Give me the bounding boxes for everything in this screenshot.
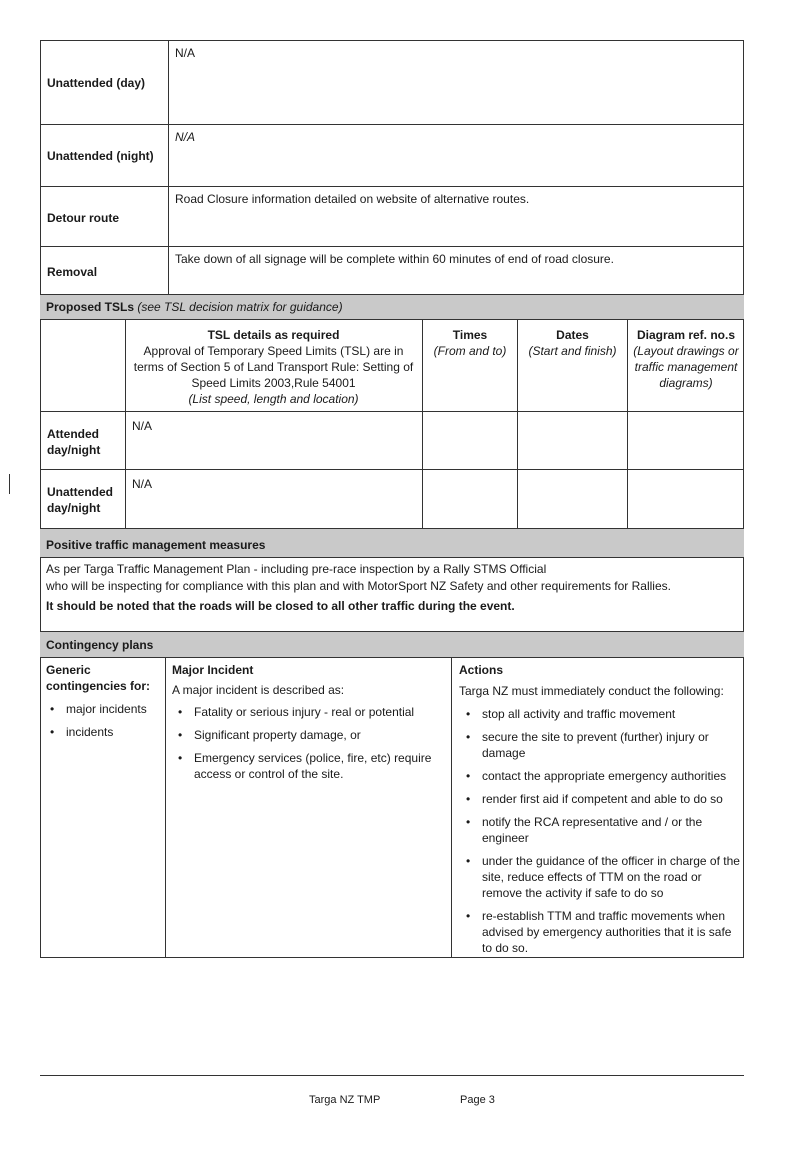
tsl-details-body: Approval of Temporary Speed Limits (TSL) are in terms of Section 5 of Land Transport Rule: Setting of Speed Limits 2003,Rule 54001 [133, 344, 414, 390]
removal-label: Removal [47, 265, 98, 279]
tsl-row-border [40, 469, 744, 470]
action-item-text: stop all activity and traffic movement [482, 707, 676, 721]
detour-route-label: Detour route [47, 211, 119, 225]
tsl-col-divider [627, 320, 628, 528]
tsl-details-title: TSL details as required [207, 328, 340, 342]
tsl-dates-note: (Start and finish) [528, 344, 617, 358]
removal-value: Take down of all signage will be complete within 60 minutes of end of road closure. [175, 252, 614, 266]
action-item-text: notify the RCA representative and / or the engineer [482, 815, 703, 845]
list-item: • stop all activity and traffic movement [466, 707, 676, 721]
proposed-tsls-title [46, 299, 343, 315]
action-item-text: under the guidance of the officer in charge of the site, reduce effects of TTM on the road or remove the activity if safe to do so [482, 854, 740, 900]
margin-mark [9, 474, 10, 494]
tsl-dates-header [519, 327, 626, 359]
actions-title: Actions [459, 663, 504, 677]
tsl-dates-title: Dates [556, 328, 589, 342]
tsl-details-header [127, 327, 420, 407]
tsl-attended-value: N/A [132, 419, 153, 433]
action-item-text: render first aid if competent and able to do so [482, 792, 723, 806]
tsl-row-border [40, 411, 744, 412]
contingency-col-divider [165, 658, 166, 958]
tsl-col-divider [125, 320, 126, 528]
unattended-day-label: Unattended (day) [47, 76, 146, 90]
tsl-times-title: Times [452, 328, 488, 342]
row-border [40, 246, 744, 247]
footer-page-number: Page 3 [460, 1094, 495, 1106]
footer-doc-name: Targa NZ TMP [309, 1094, 381, 1106]
major-item-text: Fatality or serious injury - real or potential [194, 705, 415, 719]
tsl-details-note: (List speed, length and location) [188, 392, 359, 406]
tsl-times-header [424, 327, 516, 359]
tsl-diagram-title: Diagram ref. no.s [636, 328, 736, 342]
unattended-night-label: Unattended (night) [47, 149, 154, 163]
list-item: • Emergency services (police, fire, etc) require access or control of the site. [178, 751, 432, 781]
tsl-col-divider [517, 320, 518, 528]
generic-item-text: incidents [66, 725, 114, 739]
generic-list [44, 701, 164, 740]
tsl-unattended-label: Unattended day/night [47, 485, 113, 515]
list-item: • secure the site to prevent (further) injury or damage [466, 730, 709, 760]
generic-contingencies-title: Generic contingencies for: [46, 663, 151, 693]
major-item-text: Significant property damage, or [194, 728, 361, 742]
list-item: • major incidents [50, 702, 147, 716]
contingency-col-divider [451, 658, 452, 958]
generic-item-text: major incidents [66, 702, 147, 716]
tsl-attended-label: Attended day/night [47, 427, 101, 457]
row-border [40, 124, 744, 125]
list-item: • Fatality or serious injury - real or potential [178, 705, 415, 719]
positive-measures-line2: who will be inspecting for compliance with this plan and with MotorSport NZ Safety and other requirements for Rallies. [46, 579, 671, 593]
action-item-text: re-establish TTM and traffic movements when advised by emergency authorities that it is safe to do so. [482, 909, 732, 955]
positive-measures-title: Positive traffic management measures [46, 538, 266, 552]
detour-route-value: Road Closure information detailed on website of alternative routes. [175, 192, 530, 206]
row-border [40, 186, 744, 187]
unattended-night-value: N/A [175, 130, 196, 144]
actions-intro: Targa NZ must immediately conduct the following: [459, 684, 724, 698]
list-item: • incidents [50, 725, 114, 739]
major-incident-intro: A major incident is described as: [172, 683, 345, 697]
proposed-tsls-title-text: Proposed TSLs [46, 300, 135, 314]
contingency-title: Contingency plans [46, 638, 154, 652]
tsl-diagram-note: (Layout drawings or traffic management diagrams) [633, 344, 739, 390]
list-item: • contact the appropriate emergency authorities [466, 769, 727, 783]
positive-measures-line1: As per Targa Traffic Management Plan - including pre-race inspection by a Rally STMS Official [46, 562, 547, 576]
proposed-tsls-note: (see TSL decision matrix for guidance) [137, 300, 343, 314]
major-item-text: Emergency services (police, fire, etc) require access or control of the site. [194, 751, 432, 781]
tsl-times-note: (From and to) [433, 344, 507, 358]
list-item: • notify the RCA representative and / or the engineer [466, 815, 703, 845]
unattended-day-value: N/A [175, 46, 196, 60]
footer-rule [40, 1075, 744, 1076]
action-item-text: contact the appropriate emergency authorities [482, 769, 727, 783]
list-item: • render first aid if competent and able to do so [466, 792, 723, 806]
tsl-diagram-header [629, 327, 743, 391]
major-incident-list [172, 704, 442, 782]
actions-list [460, 706, 740, 956]
action-item-text: secure the site to prevent (further) injury or damage [482, 730, 709, 760]
tsl-unattended-value: N/A [132, 477, 153, 491]
list-item: • Significant property damage, or [178, 728, 361, 742]
major-incident-title: Major Incident [172, 663, 254, 677]
list-item: • re-establish TTM and traffic movements when advised by emergency authorities that it is safe to do so. [466, 909, 732, 955]
positive-measures-line3: It should be noted that the roads will be closed to all other traffic during the event. [46, 599, 515, 613]
tsl-col-divider [422, 320, 423, 528]
row-divider [168, 40, 169, 294]
list-item: • under the guidance of the officer in charge of the site, reduce effects of TTM on the road or remove the activity if safe to do so [466, 854, 740, 900]
